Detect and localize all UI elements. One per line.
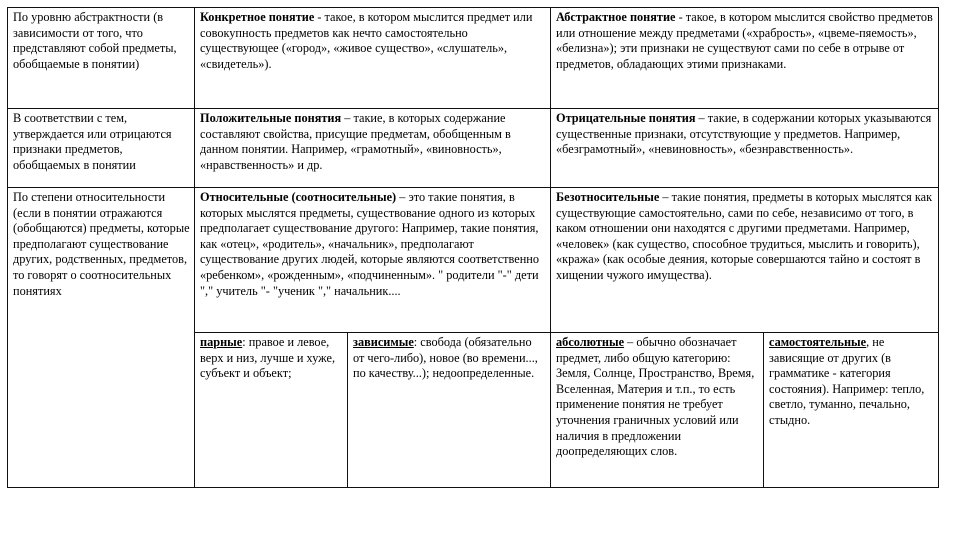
correlative-concept-text: – это такие понятия, в которых мыслятся предметы, существование одного из которых предполагает существование другого: Например, такие понятия, как «отец», «родитель», «начальник», предполагают существование других людей, которые являются соответственно «ребенком», «рожденным», «подчиненным». " родители "-" дети "," учитель "- "ученик "," начальник.... <box>200 190 540 298</box>
concepts-table <box>7 7 939 488</box>
criterion-relative-cell <box>8 188 195 488</box>
table-row <box>8 8 939 109</box>
positive-concept-term: Положительные понятия <box>200 111 342 125</box>
criterion-relative: По степени относительности (если в понятии отражаются (обобщаются) предметы, которые предполагают существование других, родственных, предметов, то говорят о соотносительных понятиях <box>13 190 190 298</box>
dependent-concept-text: : свобода (обязательно от чего-либо), новое (во времени..., по качеству...); недоопределенные. <box>353 335 538 381</box>
concrete-concept-term: Конкретное понятие <box>200 10 315 24</box>
absolute-concept-cell <box>551 188 939 333</box>
table-row <box>8 188 939 333</box>
positive-concept-cell <box>195 109 551 188</box>
table-row <box>8 109 939 188</box>
concrete-concept-text: - такое, в котором мыслится предмет или совокупность предметов как нечто самостоятельно существующее («город», «живое существо», «слушатель», «свидетель»). <box>200 10 533 71</box>
criterion-abstractness-cell <box>8 8 195 109</box>
absolute-subtype-term: абсолютные <box>556 335 625 349</box>
criterion-positive-cell <box>8 109 195 188</box>
abstract-concept-text: - такое, в котором мыслится свойство предметов или отношение между предметами («храбрость», «цвеме-пяемость», «белизна»); эти признаки не существуют сами по себе в отрыве от предметов, обладающих этими признаками. <box>556 10 933 71</box>
correlative-concept-term: Относительные (соотносительные) <box>200 190 397 204</box>
paired-concept-cell <box>195 333 348 488</box>
abstract-concept-cell <box>551 8 939 109</box>
dependent-concept-term: зависимые <box>353 335 414 349</box>
negative-concept-term: Отрицательные понятия <box>556 111 696 125</box>
abstract-concept-term: Абстрактное понятие <box>556 10 676 24</box>
paired-concept-text: : правое и левое, верх и низ, лучше и хуже, субъект и объект; <box>200 335 336 381</box>
criterion-positive: В соответствии с тем, утверждается или отрицаются признаки предметов, обобщаемых в понятии <box>13 111 172 172</box>
absolute-subtype-text: – обычно обозначает предмет, либо общую категорию: Земля, Солнце, Пространство, Время, Вселенная, Материя и т.п., то есть применение понятия не требует уточнения граничных условий или наличия в предложении доопределяющих слов. <box>556 335 755 459</box>
absolute-concept-term: Безотносительные <box>556 190 660 204</box>
negative-concept-text: – такие, в содержании которых указываются существенные признаки, отсутствующие у предметов. Например, «безграмотный», «невиновность», «безнравственность». <box>556 111 932 157</box>
absolute-concept-text: – такие понятия, предметы в которых мыслятся как существующие самостоятельно, сами по себе, независимо от того, в каком отношении они находятся с другими предметами. Например, «человек» (как существо, способное трудиться, мыслить и говорить), «кража» (как особые деяния, которые совершаются тайно и состоят в хищении чужого имущества). <box>556 190 933 282</box>
independent-concept-term: самостоятельные <box>769 335 867 349</box>
independent-concept-cell <box>764 333 939 488</box>
absolute-subtype-cell <box>551 333 764 488</box>
correlative-concept-cell <box>195 188 551 333</box>
dependent-concept-cell <box>348 333 551 488</box>
paired-concept-term: парные <box>200 335 243 349</box>
negative-concept-cell <box>551 109 939 188</box>
concrete-concept-cell <box>195 8 551 109</box>
positive-concept-text: – такие, в которых содержание составляют свойства, присущие предметам, обобщенным в данном понятии. Например, «грамотный», «виновность», «нравственность» и др. <box>200 111 511 172</box>
independent-concept-text: , не зависящие от других (в грамматике - категория состояния). Например: тепло, светло, туманно, печально, стыдно. <box>769 335 925 427</box>
criterion-abstractness: По уровню абстрактности (в зависимости от того, что представляют собой предметы, обобщаемые в понятии) <box>13 10 177 71</box>
document <box>7 7 938 488</box>
